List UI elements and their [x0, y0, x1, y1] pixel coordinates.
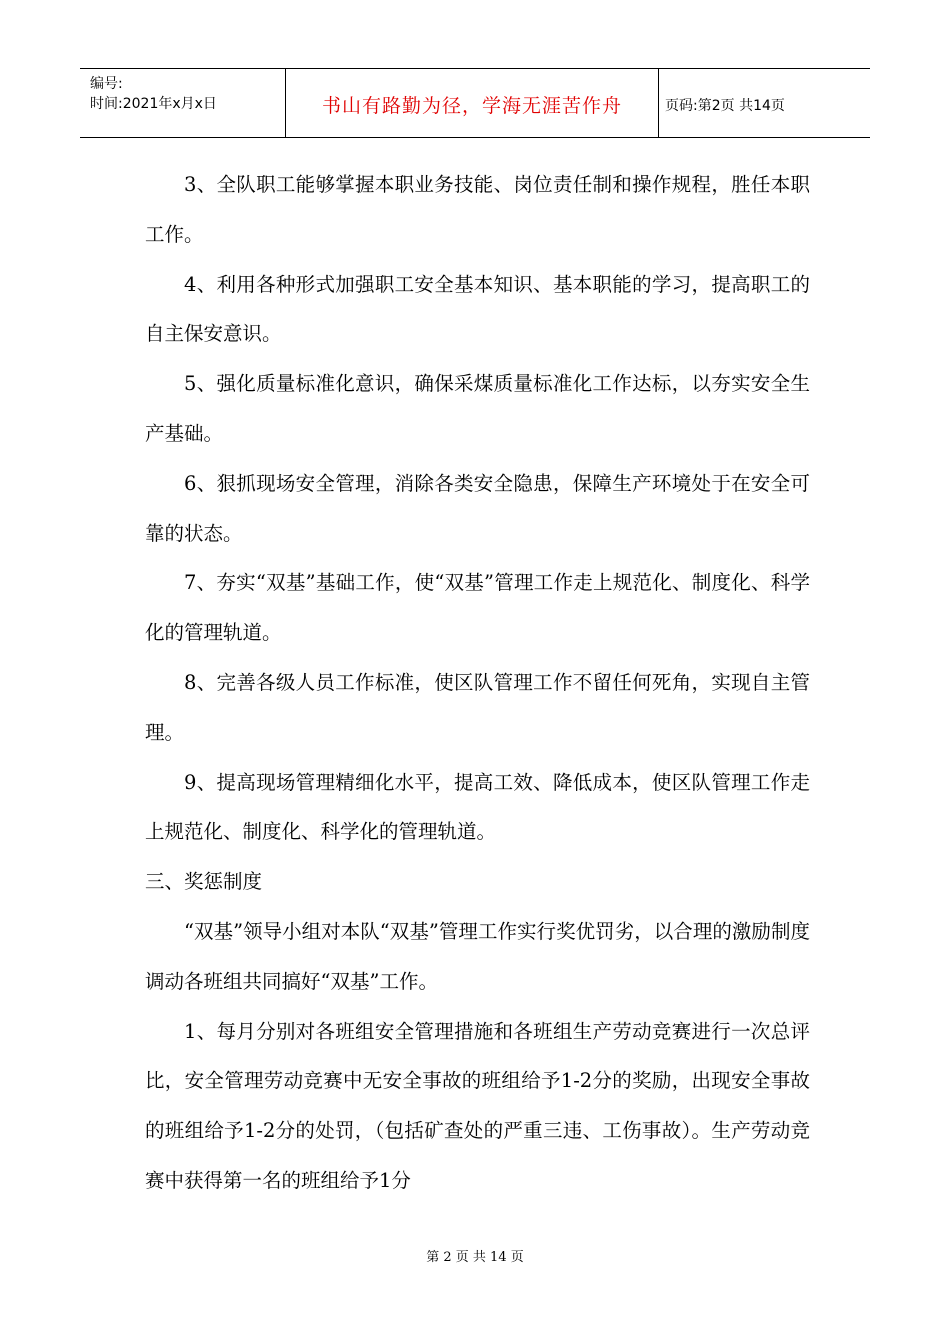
- section-heading: 三、奖惩制度: [145, 870, 263, 894]
- body-paragraph: 7、夯实“双基”基础工作，使“双基”管理工作走上规范化、制度化、科学化的管理轨道。: [145, 571, 810, 645]
- body-paragraph: 6、狠抓现场安全管理，消除各类安全隐患，保障生产环境处于在安全可靠的状态。: [145, 471, 810, 545]
- header-meta-cell: [80, 69, 286, 137]
- body-paragraph: 3、全队职工能够掌握本职业务技能、岗位责任制和操作规程，胜任本职工作。: [145, 173, 810, 246]
- body-paragraph: “双基”领导小组对本队“双基”管理工作实行奖优罚劣，以合理的激励制度调动各班组共同搞好“双基”工作。: [145, 919, 810, 993]
- page-header: [80, 68, 870, 138]
- document-time-label: 时间:2021年x月x日: [90, 96, 217, 112]
- header-page-number: 页码:第2页 共14页: [665, 98, 785, 114]
- body-paragraph: 5、强化质量标准化意识，确保采煤质量标准化工作达标，以夯实安全生产基础。: [145, 372, 810, 445]
- body-paragraph: 4、利用各种形式加强职工安全基本知识、基本职能的学习，提高职工的自主保安意识。: [145, 272, 810, 346]
- body-paragraph: 1、每月分别对各班组安全管理措施和各班组生产劳动竞赛进行一次总评比，安全管理劳动竞赛中无安全事故的班组给予1-2分的奖励，出现安全事故的班组给予1-2分的处罚，（包括矿查处的严重三违、工伤事故）。生产劳动竞赛中获得第一名的班组给予1分: [145, 1019, 810, 1192]
- body-paragraph: 8、完善各级人员工作标准，使区队管理工作不留任何死角，实现自主管理。: [145, 670, 810, 744]
- page-footer: 第 2 页 共 14 页: [426, 1250, 524, 1265]
- header-motto: 书山有路勤为径，学海无涯苦作舟: [321, 95, 622, 117]
- body-paragraph: 9、提高现场管理精细化水平，提高工效、降低成本，使区队管理工作走上规范化、制度化、科学化的管理轨道。: [145, 770, 810, 844]
- header-motto-cell: [286, 69, 659, 137]
- document-body: [145, 160, 810, 1206]
- document-number-label: 编号:: [90, 76, 123, 92]
- header-page-cell: [659, 69, 870, 137]
